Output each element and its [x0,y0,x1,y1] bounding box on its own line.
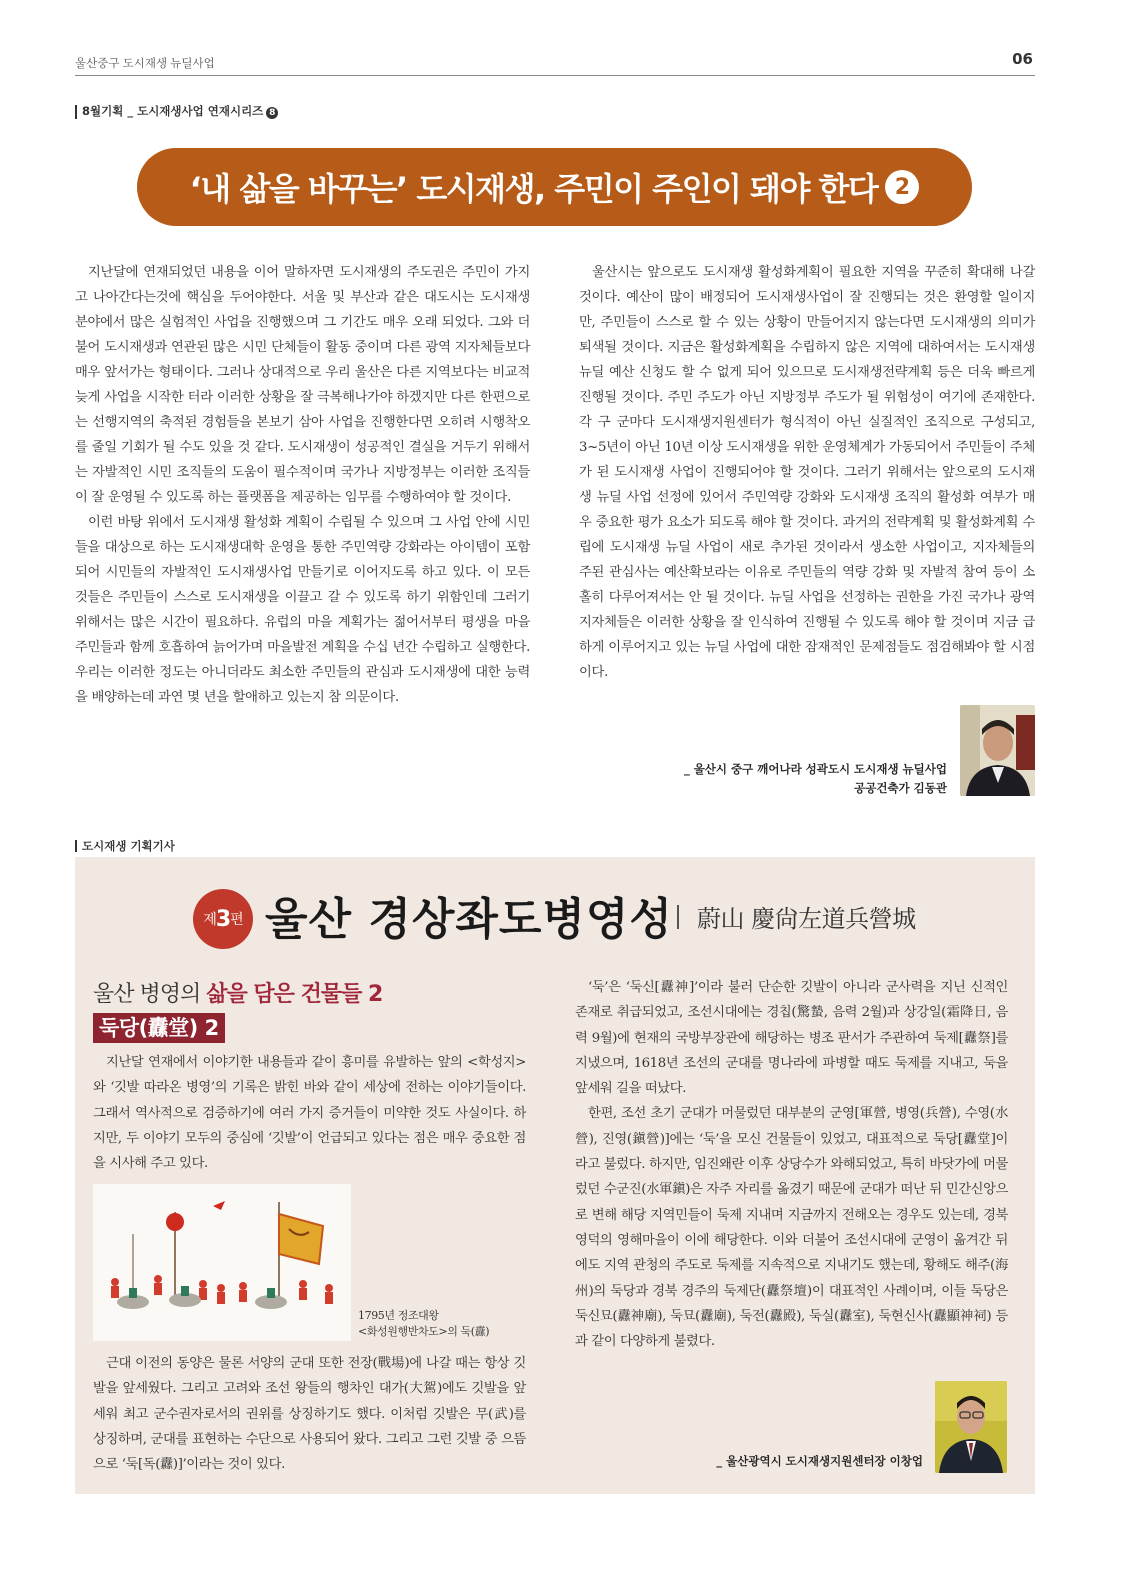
episode-prefix: 제 [203,912,216,928]
article1-paragraph: 이런 바탕 위에서 도시재생 활성화 계획이 수립될 수 있으며 그 사업 안에 시민들을 대상으로 하는 도시재생대학 운영을 통한 주민역량 강화라는 아이템이 포함되어 시민들의 자발적인 도시재생사업 만들기로 이어지도록 하고 있다. 이 모든 것들은 주민들이 스스로 도시재생을 이끌고 갈 수 있도록 하기 위함인데 그러기 위해서는 많은 시간이 필요하다. 유럽의 마을 계획가는 젊어서부터 평생을 마을 주민들과 함께 호흡하여 늙어가며 마을발전 계획을 수십 년간 수립하고 실행한다. 우리는 이러한 정도는 아니더라도 최소한 주민들의 관심과 도시재생에 대한 능력을 배양하는데 과연 몇 년을 할애하고 있는지 참 의문이다. [75,515,530,705]
feature-subtitle [93,977,382,1008]
article1-paragraph: 울산시는 앞으로도 도시재생 활성화계획이 필요한 지역을 꾸준히 확대해 나갈 것이다. 예산이 많이 배정되어 도시재생사업이 잘 진행되는 것은 환영할 일이지만, 주민들이 스스로 할 수 있는 상황이 만들어지지 않는다면 도시재생의 의미가 퇴색될 것이다. 지금은 활성화계획을 수립하지 않은 지역에 대하여서는 도시재생 뉴딜 예산 신청도 할 수 없게 되어 있으므로 도시재생전략계획 등은 더욱 빠르게 진행될 것이다. 주민 주도가 아닌 지방정부 주도가 될 위험성이 여기에 존재한다. 각 구 군마다 도시재생지원센터가 형식적이 아닌 실질적인 조직으로 구성되고, 3~5년이 아닌 10년 이상 도시재생을 위한 운영체계가 가동되어서 주민들이 주체가 된 도시재생 사업이 진행되어야 할 것이다. 그러기 위해서는 앞으로의 도시재생 뉴딜 사업 선정에 있어서 주민역량 강화와 도시재생 조직의 활성화 여부가 매우 중요한 평가 요소가 되도록 해야 할 것이다. 과거의 전략계획 및 활성화계획 수립에 도시재생 뉴딜 사업이 새로 추가된 것이라서 생소한 사업이고, 지자체들의 주된 관심사는 예산확보라는 이유로 주민들의 역량 강화 및 자발적 참여 등이 소홀히 다루어져서는 안 될 것이다. 뉴딜 사업을 선정하는 권한을 가진 국가나 광역 지자체들은 이러한 상황을 잘 인식하여 진행될 수 있도록 해야 할 것이며 지금 급하게 이루어지고 있는 뉴딜 사업에 대한 잠재적인 문제점들도 점검해봐야 할 시점이다. [579,265,1035,680]
article-title-banner [137,148,972,226]
episode-number: 3 [215,906,231,932]
article-title: ‘내 삶을 바꾸는’ 도시재생, 주민이 주인이 돼야 한다 [189,170,878,208]
feature-paragraph: 지난달 연재에서 이야기한 내용들과 같이 흥미를 유발하는 앞의 <학성지>와 ‘깃발 따라온 병영’의 기록은 밝힌 바와 같이 세상에 전하는 이야기들이다. 그래서 역사적으로 검증하기에 여러 가지 증거들이 미약한 것도 사실이다. 하지만, 두 이야기 모두의 중심에 ‘깃발’이 언급되고 있다는 점은 매우 중요한 점을 시사해 주고 있다. [93,1055,526,1172]
caption-line: 1795년 정조대왕 [358,1309,439,1322]
article1-paragraph: 지난달에 연재되었던 내용을 이어 말하자면 도시재생의 주도권은 주민이 가지고 나아간다는것에 핵심을 두어야한다. 서울 및 부산과 같은 대도시는 도시재생 분야에서 많은 실험적인 사업을 진행했으며 그 기간도 매우 오래 되었다. 그와 더불어 도시재생과 연관된 많은 시민 단체들이 활동 중이며 다른 광역 지자체들보다 매우 앞서가는 형태이다. 그러나 상대적으로 우리 울산은 다른 지역보다는 비교적 늦게 사업을 시작한 터라 이러한 상황을 잘 극복해나가야 하겠지만 다른 한편으로는 선행지역의 축적된 경험들을 본보기 삼아 사업을 진행한다면 오히려 시행착오를 줄일 기회가 될 수도 있을 것 같다. 도시재생이 성공적인 결실을 거두기 위해서는 자발적인 시민 조직들의 도움이 필수적이며 국가나 지방정부는 이러한 조직들이 잘 운영될 수 있도록 하는 플랫폼을 제공하는 임무를 수행하여야 할 것이다. [75,265,530,505]
episode-suffix: 편 [230,912,243,928]
image-caption [358,1308,489,1340]
feature-title: 울산 경상좌도병영성 [265,894,673,945]
feature-article [75,857,1035,1494]
article1-left-column [75,260,530,710]
caption-line: <화성원행반차도>의 둑(纛) [358,1325,490,1338]
byline-author: 공공건축가 김동관 [854,781,947,795]
series-label-text: 8월기획 _ 도시재생사업 연재시리즈 [82,104,264,118]
subtitle-plain: 울산 병영의 [93,982,207,1007]
article1-right-column [579,260,1035,685]
feature-subtitle-box: 둑당(纛堂) 2 [93,1013,225,1043]
article1-byline [684,760,947,798]
feature-section-label [75,840,175,852]
page-header [75,50,1035,76]
feature-paragraph: 근대 이전의 동양은 물론 서양의 군대 또한 전장(戰場)에 나갈 때는 항상 깃발을 앞세웠다. 그리고 고려와 조선 왕들의 행차인 대가(大駕)에도 깃발을 앞세워 최고 군수권자로서의 권위를 상징하기도 했다. 이처럼 깃발은 무(武)를 상징하며, 군대를 표현하는 수단으로 사용되어 왔다. 그리고 그런 깃발 중 으뜸으로 ‘둑[독(纛)]’이라는 것이 있다. [93,1356,526,1473]
subtitle-highlight: 삶을 담은 건물들 2 [206,982,383,1007]
feature-left-column-top [93,1050,526,1176]
series-number-badge: 8 [266,107,278,119]
article-title-number: 2 [885,170,919,204]
page-number: 06 [1012,50,1033,68]
title-divider [677,905,679,929]
episode-badge [193,889,253,949]
feature-section-label-text: 도시재생 기획기사 [82,839,175,853]
procession-illustration [93,1184,351,1341]
feature-byline: _ 울산광역시 도시재생지원센터장 이창업 [716,1454,923,1468]
publication-name: 울산중구 도시재생 뉴딜사업 [75,58,215,70]
feature-paragraph: ‘둑’은 ‘둑신[纛神]’이라 불러 단순한 깃발이 아니라 군사력을 지닌 신적인 존재로 취급되었고, 조선시대에는 경칩(驚蟄, 음력 2월)과 상강일(霜降日, 음력 9월)에 현재의 국방부장관에 해당하는 병조 판서가 주관하여 둑제[纛祭]를 지냈으며, 1618년 조선의 군대를 명나라에 파병할 때도 둑제를 지내고, 둑을 앞세워 길을 떠났다. [575,980,1008,1097]
feature-author-photo [935,1381,1007,1473]
byline-affiliation: _ 울산시 중구 깨어나라 성곽도시 도시재생 뉴딜사업 [683,762,947,776]
feature-title-hanja: 蔚山 慶尙左道兵營城 [697,905,916,933]
feature-paragraph: 한편, 조선 초기 군대가 머물렀던 대부분의 군영[軍營, 병영(兵營), 수영(水營), 진영(鎭營)]에는 ‘둑’을 모신 건물들이 있었고, 대표적으로 둑당[纛堂]이라고 불렀다. 하지만, 임진왜란 이후 상당수가 와해되었고, 특히 바닷가에 머물렀던 수군진(水軍鎭)은 자주 자리를 옮겼기 때문에 군대가 떠난 뒤 민간신앙으로 변해 해당 지역민들이 둑제 지내며 지금까지 전해오는 경우도 있는데, 경북 영덕의 영해마을이 이에 해당한다. 이와 더불어 조선시대에 군영이 옮겨간 뒤에도 지역 관청의 주도로 둑제를 지속적으로 지내기도 했는데, 황해도 해주(海州)의 둑당과 경북 경주의 둑제단(纛祭壇)이 대표적인 사례이며, 이들 둑당은 둑신묘(纛神廟), 둑묘(纛廟), 둑전(纛殿), 둑실(纛室), 둑현신사(纛顯神祠) 등과 같이 다양하게 불렸다. [575,1106,1008,1350]
series-label [75,105,278,119]
author-photo [960,705,1035,796]
feature-left-column-bottom [93,1351,526,1477]
procession-painting [93,1184,351,1341]
author-portrait-image [960,705,1035,796]
feature-author-portrait-image [935,1381,1007,1473]
feature-right-column [575,975,1008,1354]
